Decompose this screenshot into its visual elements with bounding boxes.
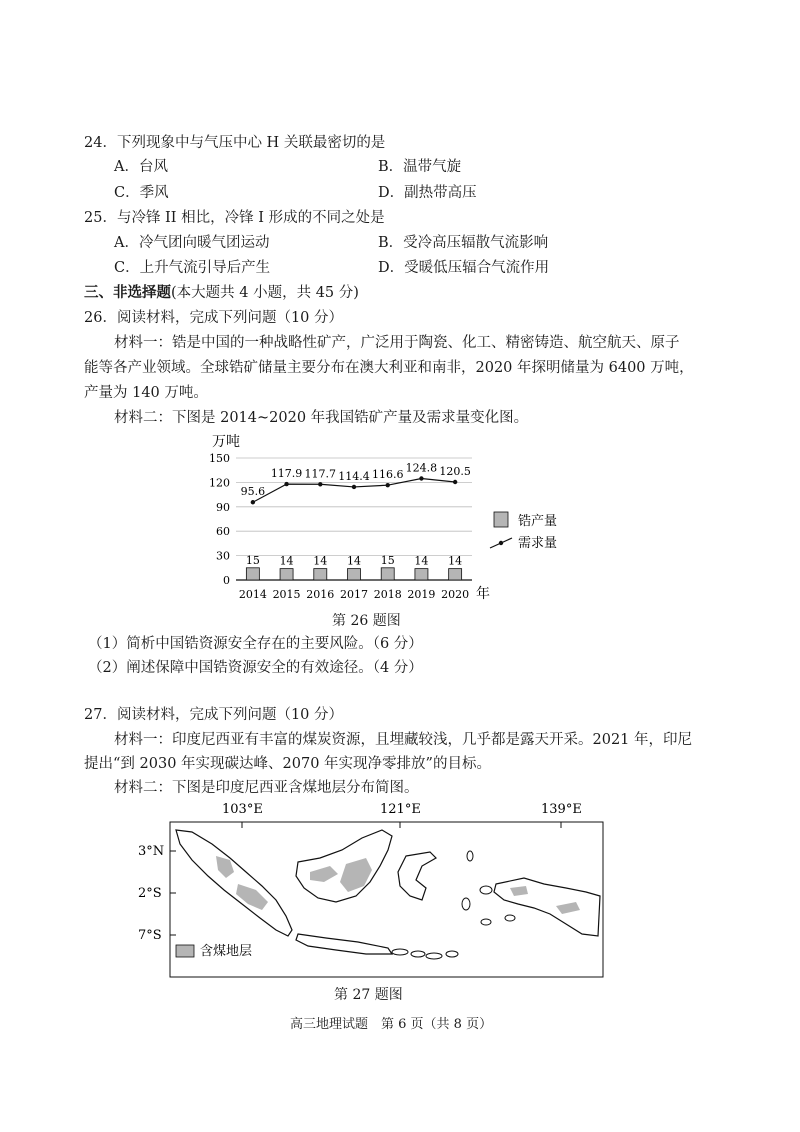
q24-option-c: C．季风 bbox=[114, 185, 169, 201]
lat-label-7s: 7°S bbox=[138, 928, 162, 943]
q24-option-d: D．副热带高压 bbox=[378, 185, 477, 201]
x-tick-label-2017: 2017 bbox=[340, 588, 368, 601]
legend-production-label: 锆产量 bbox=[518, 514, 558, 529]
x-axis-unit-label: 年 bbox=[476, 586, 490, 602]
production-bar-2017 bbox=[348, 569, 361, 580]
legend-demand-marker bbox=[499, 541, 503, 545]
q26-stem: 26．阅读材料，完成下列问题（10 分） bbox=[84, 310, 344, 326]
map-legend-swatch bbox=[176, 945, 194, 957]
production-label-2017: 14 bbox=[347, 554, 361, 568]
demand-label-2014: 95.6 bbox=[240, 485, 266, 499]
demand-label-2018: 116.6 bbox=[371, 468, 404, 482]
y-tick-label-150: 150 bbox=[209, 452, 230, 465]
demand-point-2020 bbox=[453, 480, 457, 484]
demand-point-2019 bbox=[419, 476, 423, 480]
q26-figure-caption: 第 26 题图 bbox=[332, 613, 401, 629]
production-label-2016: 14 bbox=[313, 554, 328, 568]
production-label-2014: 15 bbox=[245, 553, 260, 567]
production-bar-2018 bbox=[381, 568, 394, 580]
lat-label-2s: 2°S bbox=[138, 886, 162, 901]
q26-subquestion-2: （2）阐述保障中国锆资源安全的有效途径。（4 分） bbox=[88, 660, 423, 676]
q26-material2: 材料二：下图是 2014~2020 年我国锆矿产量及需求量变化图。 bbox=[114, 410, 529, 426]
demand-point-2015 bbox=[284, 482, 288, 486]
production-bar-2019 bbox=[415, 569, 428, 580]
x-tick-label-2018: 2018 bbox=[373, 588, 402, 601]
demand-label-2015: 117.9 bbox=[270, 467, 303, 481]
q25-stem: 25．与冷锋 II 相比，冷锋 I 形成的不同之处是 bbox=[84, 210, 385, 226]
section-title: 三、非选择题 bbox=[84, 284, 171, 301]
section-heading bbox=[84, 283, 359, 303]
production-bar-2016 bbox=[314, 569, 327, 580]
q26-material1-line1: 材料一：锆是中国的一种战略性矿产，广泛用于陶瓷、化工、精密铸造、航空航天、原子 bbox=[114, 335, 680, 351]
legend-demand-label: 需求量 bbox=[518, 536, 558, 551]
q25-option-b: B．受冷高压辐散气流影响 bbox=[378, 235, 549, 251]
demand-point-2017 bbox=[352, 485, 356, 489]
lat-label-3n: 3°N bbox=[138, 844, 165, 859]
q25-option-d: D．受暖低压辐合气流作用 bbox=[378, 260, 550, 276]
section-note: (本大题共 4 小题，共 45 分) bbox=[171, 285, 359, 301]
demand-point-2018 bbox=[386, 483, 390, 487]
page-footer: 高三地理试题 第 6 页（共 8 页） bbox=[290, 1017, 493, 1032]
demand-label-2020: 120.5 bbox=[439, 464, 471, 478]
q24-option-a: A．台风 bbox=[114, 159, 168, 175]
x-tick-label-2015: 2015 bbox=[272, 588, 301, 601]
q26-material1-line2: 能等各产业领域。全球锆矿储量主要分布在澳大利亚和南非，2020 年探明储量为 6400 万吨， bbox=[84, 360, 694, 376]
production-bar-2015 bbox=[280, 569, 293, 580]
q26-material1-line3: 产量为 140 万吨。 bbox=[84, 385, 208, 401]
lon-label-139e: 139°E bbox=[541, 802, 582, 817]
y-tick-label-120: 120 bbox=[209, 476, 230, 490]
q25-option-c: C．上升气流引导后产生 bbox=[114, 260, 271, 276]
indonesia-coal-map bbox=[130, 796, 610, 980]
demand-point-2016 bbox=[318, 482, 322, 486]
lon-label-103e: 103°E bbox=[222, 802, 263, 817]
legend-production-swatch bbox=[494, 512, 508, 527]
legend-demand bbox=[490, 535, 557, 551]
zirconium-chart bbox=[200, 428, 600, 608]
q27-material1-line1: 材料一：印度尼西亚有丰富的煤炭资源，且埋藏较浅，几乎都是露天开采。2021 年，印尼 bbox=[114, 732, 693, 748]
q27-figure-caption: 第 27 题图 bbox=[334, 987, 403, 1003]
y-tick-label-30: 30 bbox=[216, 549, 230, 563]
demand-label-2016: 117.7 bbox=[304, 467, 337, 481]
y-axis-unit-label: 万吨 bbox=[212, 434, 240, 450]
q27-stem: 27．阅读材料，完成下列问题（10 分） bbox=[84, 707, 344, 723]
q27-material1-line2: 提出“到 2030 年实现碳达峰、2070 年实现净零排放”的目标。 bbox=[84, 756, 491, 772]
q27-material2: 材料二：下图是印度尼西亚含煤地层分布简图。 bbox=[114, 780, 419, 796]
q26-subquestion-1: （1）简析中国锆资源安全存在的主要风险。（6 分） bbox=[88, 636, 423, 652]
production-label-2018: 15 bbox=[380, 553, 395, 567]
demand-point-2014 bbox=[251, 500, 255, 504]
legend-production bbox=[494, 512, 557, 529]
demand-label-2017: 114.4 bbox=[338, 469, 370, 483]
q24-stem: 24．下列现象中与气压中心 H 关联最密切的是 bbox=[84, 135, 386, 151]
x-tick-label-2014: 2014 bbox=[238, 588, 267, 601]
y-tick-label-90: 90 bbox=[216, 500, 230, 514]
q25-option-a: A．冷气团向暖气团运动 bbox=[114, 235, 270, 251]
x-tick-label-2016: 2016 bbox=[306, 588, 335, 601]
demand-label-2019: 124.8 bbox=[405, 461, 438, 475]
production-label-2019: 14 bbox=[414, 554, 429, 568]
production-bar-2014 bbox=[246, 568, 259, 580]
x-tick-label-2020: 2020 bbox=[441, 588, 470, 601]
y-tick-label-60: 60 bbox=[216, 525, 230, 539]
production-bar-2020 bbox=[449, 569, 462, 580]
production-label-2020: 14 bbox=[448, 554, 463, 568]
production-label-2015: 14 bbox=[279, 554, 294, 568]
x-tick-label-2019: 2019 bbox=[407, 588, 436, 601]
lon-label-121e: 121°E bbox=[380, 802, 421, 817]
map-legend-label: 含煤地层 bbox=[200, 944, 253, 959]
q24-option-b: B．温带气旋 bbox=[378, 159, 462, 175]
y-tick-label-0: 0 bbox=[223, 574, 230, 587]
